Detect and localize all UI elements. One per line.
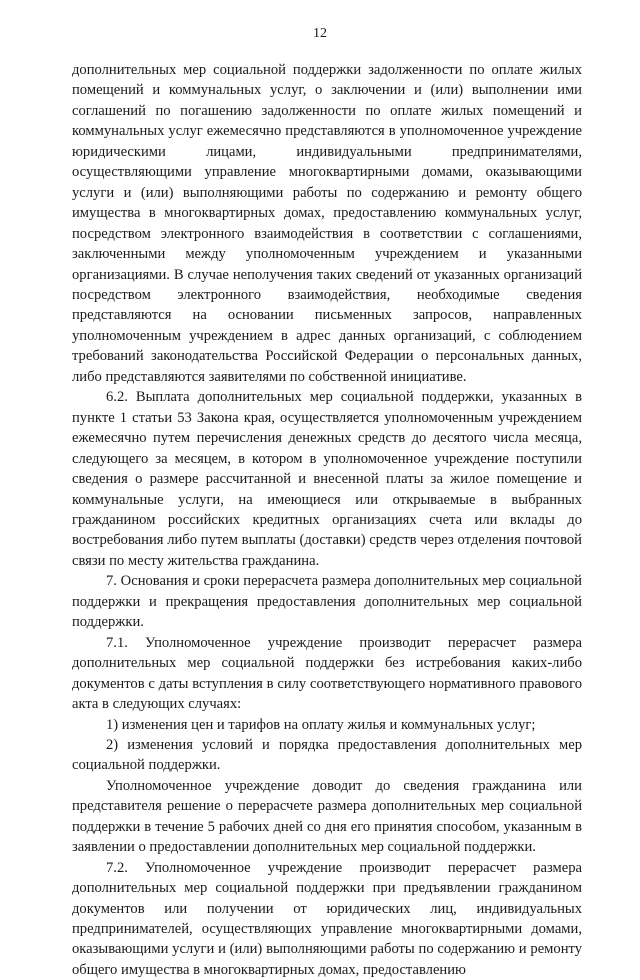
list-item-1: 1) изменения цен и тарифов на оплату жилья и коммунальных услуг; — [106, 716, 536, 733]
list-item-2: 2) изменения условий и порядка предоставления дополнительных мер социальной поддержки. — [72, 736, 582, 774]
body-text — [72, 60, 582, 980]
paragraph-7-1-notice: Уполномоченное учреждение доводит до сведения гражданина или представителя решение о перерасчете размера дополнительных мер социальной поддержки в течение 5 рабочих дней со дня его принятия способом, указанным в заявлении о предоставлении дополнительных мер социальной поддержки. — [72, 777, 582, 856]
paragraph-6-2: 6.2. Выплата дополнительных мер социальной поддержки, указанных в пункте 1 статьи 53 Закона края, осуществляется уполномоченным учреждением ежемесячно путем перечисления денежных средств до десятого числа месяца, следующего за месяцем, в котором в уполномоченное учреждение поступили сведения о размере рассчитанной и внесенной платы за жилое помещение и коммунальные услуги, на имеющиеся или открываемые в выбранных гражданином российских кредитных организациях счета или вклады до востребования либо путем выплаты (доставки) средств через отделения почтовой связи по месту жительства гражданина. — [72, 389, 582, 569]
paragraph-7-1: 7.1. Уполномоченное учреждение производит перерасчет размера дополнительных мер социальной поддержки без истребования каких-либо документов с даты вступления в силу соответствующего нормативного правового акта в следующих случаях: — [72, 634, 582, 713]
page-number: 12 — [313, 26, 327, 41]
paragraph-7-2: 7.2. Уполномоченное учреждение производит перерасчет размера дополнительных мер социальной поддержки при предъявлении гражданином документов или получении от юридических лиц, индивидуальных предпринимателей, осуществляющих управление многоквартирными домами, оказывающими услуги и (или) выполняющими работы по содержанию и ремонту общего имущества в многоквартирных домах, предоставлению — [72, 859, 582, 978]
paragraph-7-heading: 7. Основания и сроки перерасчета размера дополнительных мер социальной поддержки и прекращения предоставления дополнительных мер социальной поддержки. — [72, 573, 582, 631]
paragraph-continuation: дополнительных мер социальной поддержки задолженности по оплате жилых помещений и коммунальных услуг, о заключении и (или) выполнении ими соглашений по погашению задолженности по оплате жилых помещений и коммунальных услуг ежемесячно представляются в уполномоченное учреждение юридическими лицами, индивидуальными предпринимателями, осуществляющими управление многоквартирными домами, оказывающими услуги и (или) выполняющими работы по содержанию и ремонту общего имущества в многоквартирных домах, предоставлению коммунальных услуг, посредством электронного взаимодействия в соответствии с соглашениями, заключенными между уполномоченным учреждением и указанными организациями. В случае неполучения таких сведений от указанных организаций посредством электронного взаимодействия, необходимые сведения представляются на основании письменных запросов, направленных уполномоченным учреждением в адрес данных организаций, с соблюдением требований законодательства Российской Федерации о персональных данных, либо представляются заявителями по собственной инициативе. — [72, 62, 582, 385]
